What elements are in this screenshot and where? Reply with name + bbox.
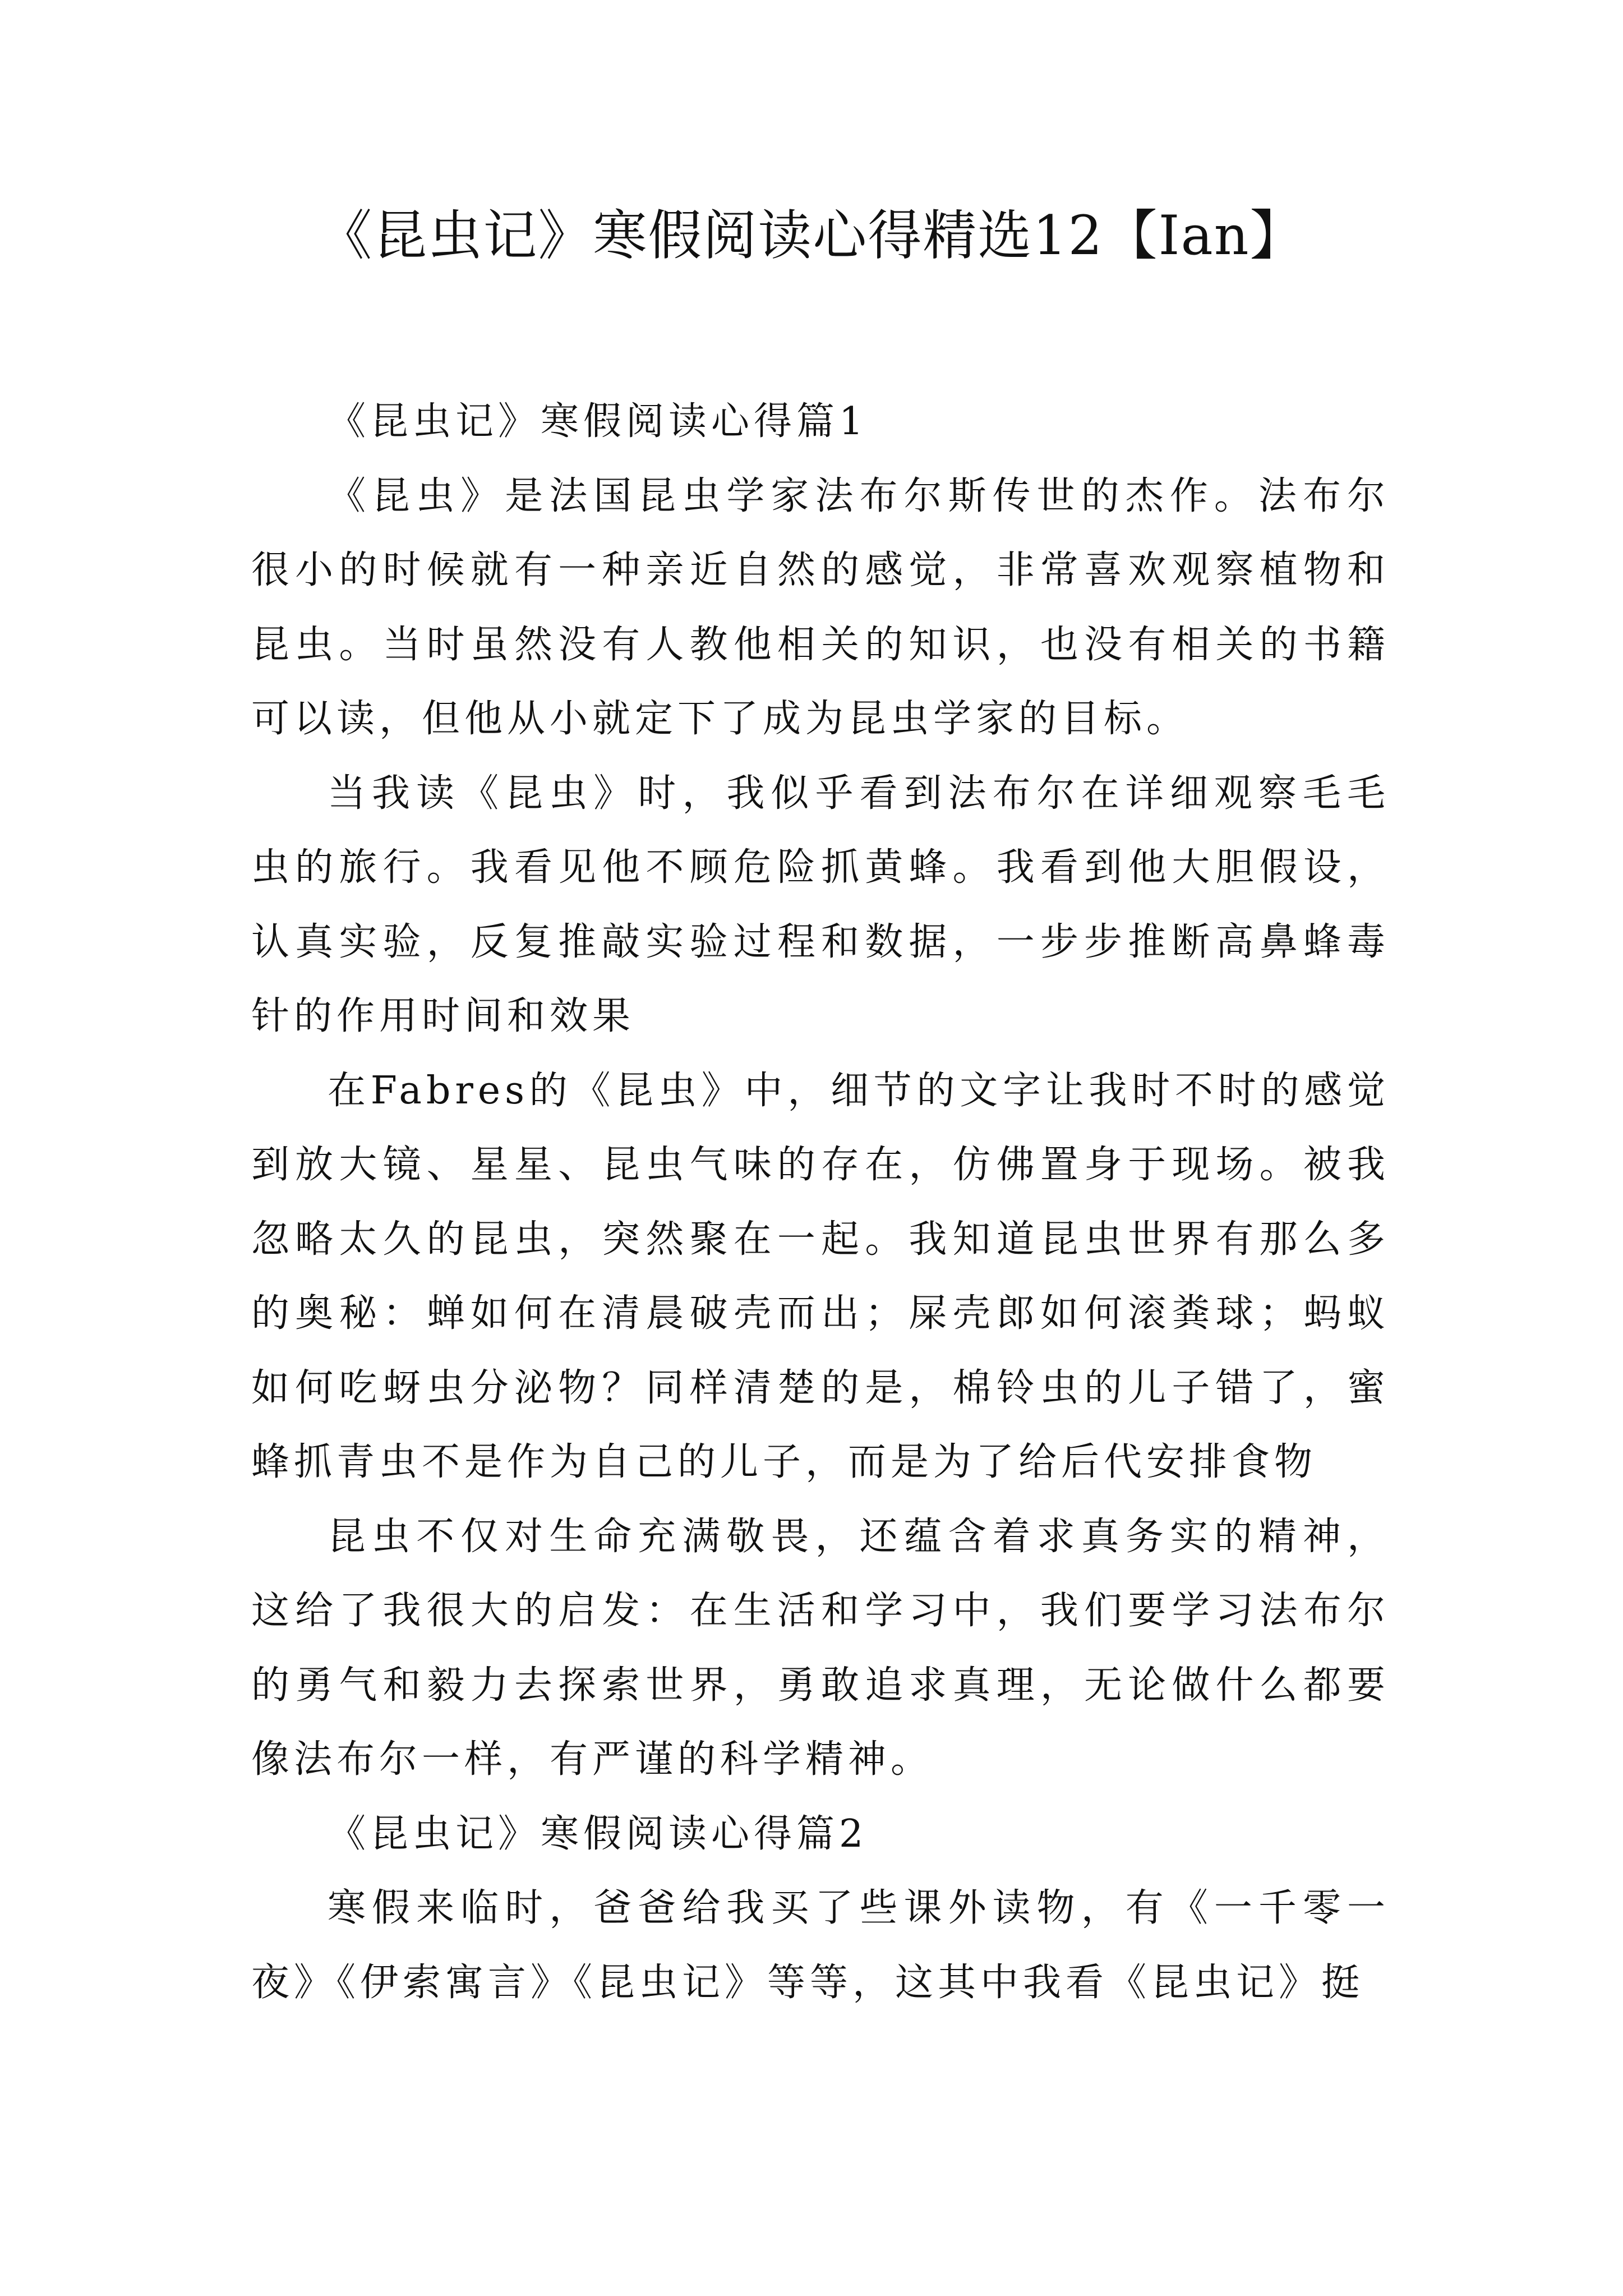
paragraph: 寒假来临时，爸爸给我买了些课外读物，有《一千零一夜》《伊索寓言》《昆虫记》等等，这其中我看《昆虫记》挺 [251, 1886, 1390, 2005]
paragraph: 在Fabres的《昆虫》中，细节的文字让我时不时的感觉到放大镜、星星、昆虫气味的存在，仿佛置身于现场。被我忽略太久的昆虫，突然聚在一起。我知道昆虫世界有那么多的奥秘：蝉如何在清晨破壳而出；屎壳郎如何滚粪球；蚂蚁如何吃蚜虫分泌物？同样清楚的是，棉铃虫的儿子错了，蜜蜂抓青虫不是作为自己的儿子，而是为了给后代安排食物 [251, 1068, 1390, 1484]
paragraph: 当我读《昆虫》时，我似乎看到法布尔在详细观察毛毛虫的旅行。我看见他不顾危险抓黄蜂。我看到他大胆假设，认真实验，反复推敲实验过程和数据，一步步推断高鼻蜂毒针的作用时间和效果 [251, 771, 1390, 1038]
section-2 [251, 1797, 1390, 2021]
paragraph: 昆虫不仅对生命充满敬畏，还蕴含着求真务实的精神，这给了我很大的启发：在生活和学习中，我们要学习法布尔的勇气和毅力去探索世界，勇敢追求真理，无论做什么都要像法布尔一样，有严谨的科学精神。 [251, 1514, 1390, 1782]
paragraph: 《昆虫》是法国昆虫学家法布尔斯传世的杰作。法布尔很小的时候就有一种亲近自然的感觉，非常喜欢观察植物和昆虫。当时虽然没有人教他相关的知识，也没有相关的书籍可以读，但他从小就定下了成为昆虫学家的目标。 [251, 473, 1390, 741]
section-1 [251, 385, 1390, 1797]
document-title: 《昆虫记》寒假阅读心得精选12【Ian】 [318, 204, 1305, 267]
section-heading: 《昆虫记》寒假阅读心得篇1 [328, 399, 868, 444]
section-heading: 《昆虫记》寒假阅读心得篇2 [328, 1811, 868, 1856]
document-body [251, 385, 1390, 2020]
